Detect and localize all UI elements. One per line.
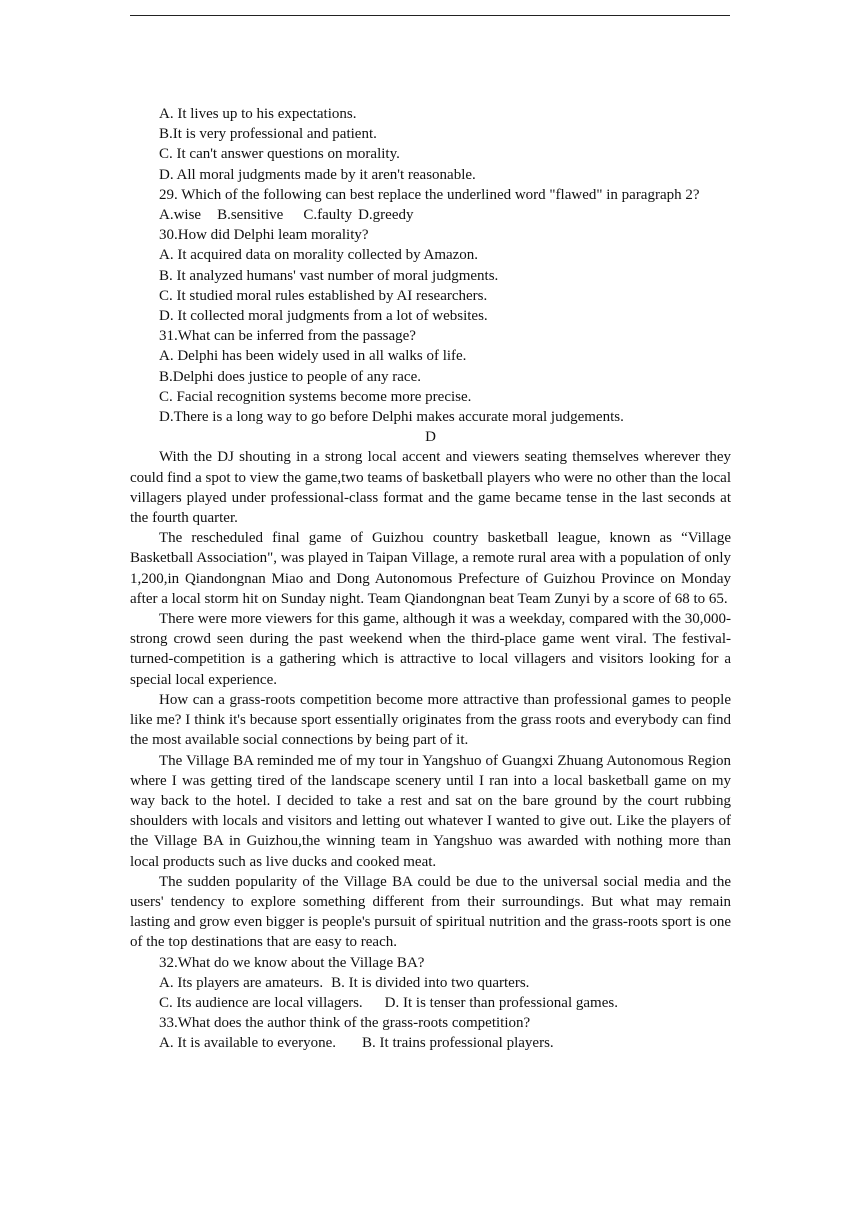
q29-option-d: D.greedy [358, 207, 414, 224]
passage-paragraph-3: There were more viewers for this game, although it was a weekday, compared with the 30,000-strong crowd seen during the past weekend when the third-place game went viral. The festival-turned-competition is a gathering which is attractive to local villagers and visitors looking for a special local experience. [130, 611, 731, 688]
passage-paragraph-2: The rescheduled final game of Guizhou country basketball league, known as “Village Basketball Association", was played in Taipan Village, a remote rural area with a population of only 1,200,in Qiandongnan Miao and Dong Autonomous Prefecture of Guizhou Province on Monday after a local storm hit on Sunday night. Team Qiandongnan beat Team Zunyi by a score of 68 to 65. [130, 530, 731, 607]
q31-stem: 31.What can be inferred from the passage? [159, 328, 416, 345]
q33-option-a: A. It is available to everyone. [159, 1035, 337, 1052]
q31-option-b: B.Delphi does justice to people of any race. [159, 368, 422, 385]
header-rule [130, 15, 730, 16]
q29-option-a: A.wise [159, 207, 202, 224]
q30-option-b: B. It analyzed humans' vast number of moral judgments. [159, 267, 499, 284]
q30-option-a: A. It acquired data on morality collected by Amazon. [159, 247, 479, 264]
q30-option-d: D. It collected moral judgments from a lot of websites. [159, 308, 488, 325]
q29-option-b: B.sensitive [217, 207, 284, 224]
q32-stem: 32.What do we know about the Village BA? [159, 954, 425, 971]
q29-options [130, 205, 731, 225]
passage-paragraph-1: With the DJ shouting in a strong local accent and viewers seating themselves wherever they could find a spot to view the game,two teams of basketball players who were no other than the local villagers played under professional-class format and the game became tense in the last seconds at the fourth quarter. [130, 449, 731, 527]
q32-option-a: A. Its players are amateurs. [159, 974, 324, 991]
q32-option-c: C. Its audience are local villagers. [159, 994, 363, 1011]
section-heading: D [425, 429, 436, 446]
q28-option-b: B.It is very professional and patient. [159, 126, 377, 143]
q32-option-d: D. It is tenser than professional games. [384, 994, 618, 1011]
q31-option-a: A. Delphi has been widely used in all walks of life. [159, 348, 467, 365]
passage-paragraph-5: The Village BA reminded me of my tour in Yangshuo of Guangxi Zhuang Autonomous Region where I was getting tired of the landscape scenery until I ran into a local basketball game on my way back to the hotel. I decided to take a rest and sat on the bare ground by the court rubbing shoulders with locals and visitors and letting out whatever I wanted to give out. Like the players of the Village BA in Guizhou,the winning team in Yangshuo was awarded with nothing more than local products such as live ducks and cooked meat. [130, 752, 731, 870]
q29-stem: 29. Which of the following can best replace the underlined word "flawed" in paragraph 2? [159, 186, 700, 203]
q31-option-d: D.There is a long way to go before Delphi makes accurate moral judgements. [159, 409, 624, 426]
q28-option-d: D. All moral judgments made by it aren't reasonable. [159, 166, 476, 183]
q28-option-a: A. It lives up to his expectations. [159, 106, 357, 122]
q32-options-row-2 [130, 993, 731, 1013]
q33-options-row-1 [130, 1033, 731, 1053]
q30-stem: 30.How did Delphi leam morality? [159, 227, 369, 244]
passage-paragraph-6: The sudden popularity of the Village BA could be due to the universal social media and the users' tendency to explore something different from their surroundings. But what may remain lasting and grow even bigger is people's pursuit of spiritual nutrition and the grass-roots sport is one of the top destinations that are easy to reach. [130, 873, 731, 951]
q33-option-b: B. It trains professional players. [362, 1035, 554, 1052]
q33-stem: 33.What does the author think of the grass-roots competition? [159, 1015, 531, 1032]
q30-option-c: C. It studied moral rules established by AI researchers. [159, 287, 488, 304]
passage-paragraph-4: How can a grass-roots competition become more attractive than professional games to people like me? I think it's because sport essentially originates from the grass roots and everybody can find the most available social connections by being part of it. [130, 691, 731, 749]
exam-page [130, 104, 731, 1054]
q32-options-row-1 [130, 973, 731, 993]
q29-option-c: C.faulty [303, 207, 353, 224]
q28-option-c: C. It can't answer questions on morality. [159, 146, 400, 163]
q31-option-c: C. Facial recognition systems become more precise. [159, 388, 472, 405]
q32-option-b: B. It is divided into two quarters. [331, 974, 530, 991]
